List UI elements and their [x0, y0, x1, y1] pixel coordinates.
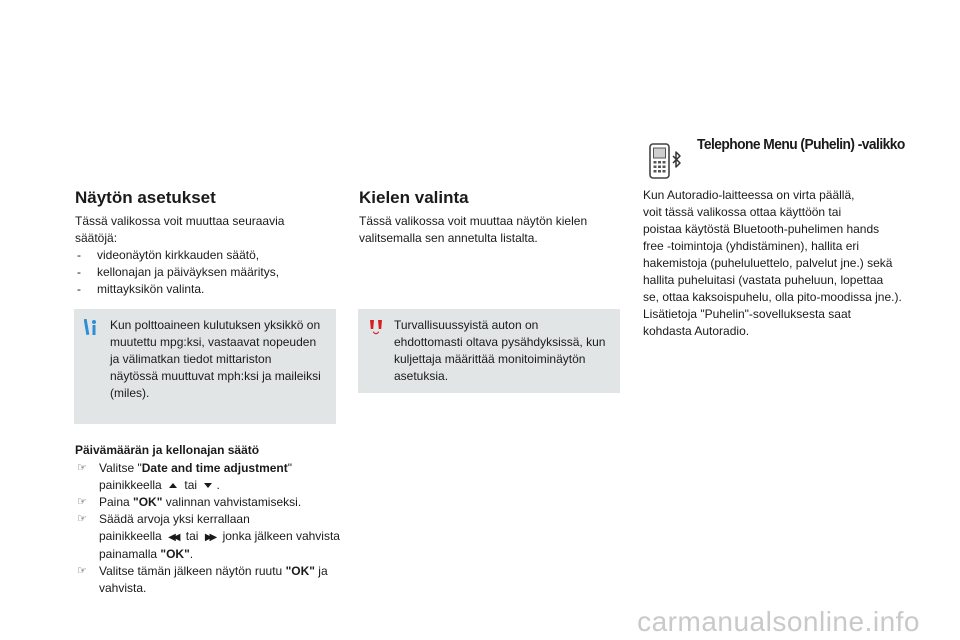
step-text: valinnan vahvistamiseksi.	[162, 495, 302, 509]
telephone-text	[643, 187, 943, 340]
language-intro	[359, 213, 619, 247]
step-item	[75, 494, 340, 511]
date-time-steps	[75, 460, 340, 597]
list-item: - kellonajan ja päiväyksen määritys,	[75, 264, 335, 281]
intro-line: valitsemalla sen annetulta listalta.	[359, 231, 538, 245]
pointing-hand-icon: ☞	[77, 496, 87, 508]
triangle-down-icon	[204, 483, 212, 488]
display-settings-intro	[75, 213, 335, 247]
step-item	[75, 563, 340, 597]
warning-icon	[368, 319, 384, 335]
warning-note-text	[394, 317, 612, 385]
step-text: painamalla	[99, 547, 161, 561]
double-left-icon: ◀◀	[168, 532, 178, 543]
step-item	[75, 460, 340, 494]
double-right-icon: ▶▶	[204, 532, 215, 543]
step-text: .	[189, 547, 194, 561]
note-line: kuljettaja määrittää monitoiminäytön	[394, 352, 586, 366]
step-text: tai	[184, 478, 198, 492]
note-line: (miles).	[110, 386, 150, 400]
intro-line: Tässä valikossa voit muuttaa näytön kielen	[359, 214, 588, 228]
step-text: vahvista.	[99, 581, 147, 595]
list-item: - videonäytön kirkkauden säätö,	[75, 247, 335, 264]
date-time-heading: Päivämäärän ja kellonajan säätö	[75, 443, 260, 457]
text-line: kohdasta Autoradio.	[643, 324, 750, 338]
step-text: .	[216, 478, 220, 492]
text-line: voit tässä valikossa ottaa käyttöön tai	[643, 205, 842, 219]
info-note-text	[110, 317, 328, 402]
info-icon	[84, 319, 100, 335]
step-emphasis: Date and time adjustment	[141, 461, 288, 475]
intro-line: säätöjä:	[75, 231, 118, 245]
step-text: Valitse "	[99, 461, 142, 475]
text-line: Lisätietoja "Puhelin"-sovelluksesta saat	[643, 307, 851, 321]
triangle-up-icon	[169, 483, 177, 488]
note-line: muutettu mpg:ksi, vastaavat nopeuden	[110, 335, 317, 349]
list-item: - mittayksikön valinta.	[75, 281, 335, 298]
step-text: tai	[185, 529, 199, 543]
warning-note	[358, 309, 620, 393]
step-text: Valitse tämän jälkeen näytön ruutu	[99, 564, 286, 578]
watermark: carmanualsonline.info	[637, 606, 920, 637]
pointing-hand-icon: ☞	[77, 462, 87, 474]
step-text: painikkeella	[99, 529, 162, 543]
note-line: ehdottomasti oltava pysähdyksissä, kun	[394, 335, 606, 349]
step-text: "	[287, 461, 293, 475]
note-line: asetuksia.	[394, 369, 449, 383]
note-line: näytössä muuttuvat mph:ksi ja maileiksi	[110, 369, 321, 383]
note-line: ja välimatkan tiedot mittariston	[110, 352, 272, 366]
text-line: hakemistoja (puheluluettelo, palvelut jne.) sekä	[643, 256, 893, 270]
pointing-hand-icon: ☞	[77, 565, 87, 577]
step-text: Paina	[99, 495, 134, 509]
text-line: free -toimintoja (yhdistäminen), hallita eri	[643, 239, 860, 253]
note-line: Kun polttoaineen kulutuksen yksikkö on	[110, 318, 321, 332]
text-line: se, ottaa kaksoispuhelu, olla pito-moodissa jne.).	[643, 290, 902, 304]
telephone-heading: Telephone Menu (Puhelin) -valikko	[697, 136, 905, 153]
step-item	[75, 511, 340, 563]
step-emphasis: "OK"	[160, 547, 190, 561]
text-line: poistaa käytöstä Bluetooth-puhelimen hands	[643, 222, 880, 236]
bluetooth-phone-icon	[645, 140, 685, 182]
step-text: Säädä arvoja yksi kerrallaan	[99, 512, 250, 526]
display-settings-list	[75, 247, 335, 298]
text-line: hallita puheluitasi (vastata puheluun, lopettaa	[643, 273, 884, 287]
intro-line: Tässä valikossa voit muuttaa seuraavia	[75, 214, 285, 228]
step-emphasis: "OK"	[133, 495, 163, 509]
step-emphasis: "OK"	[285, 564, 315, 578]
language-heading: Kielen valinta	[359, 188, 469, 207]
step-text: painikkeella	[99, 478, 162, 492]
note-line: Turvallisuussyistä auton on	[394, 318, 539, 332]
display-settings-heading: Näytön asetukset	[75, 188, 216, 207]
text-line: Kun Autoradio-laitteessa on virta päällä,	[643, 188, 855, 202]
pointing-hand-icon: ☞	[77, 513, 87, 525]
step-text: jonka jälkeen vahvista	[222, 529, 340, 543]
info-note	[74, 309, 336, 424]
step-text: ja	[314, 564, 328, 578]
